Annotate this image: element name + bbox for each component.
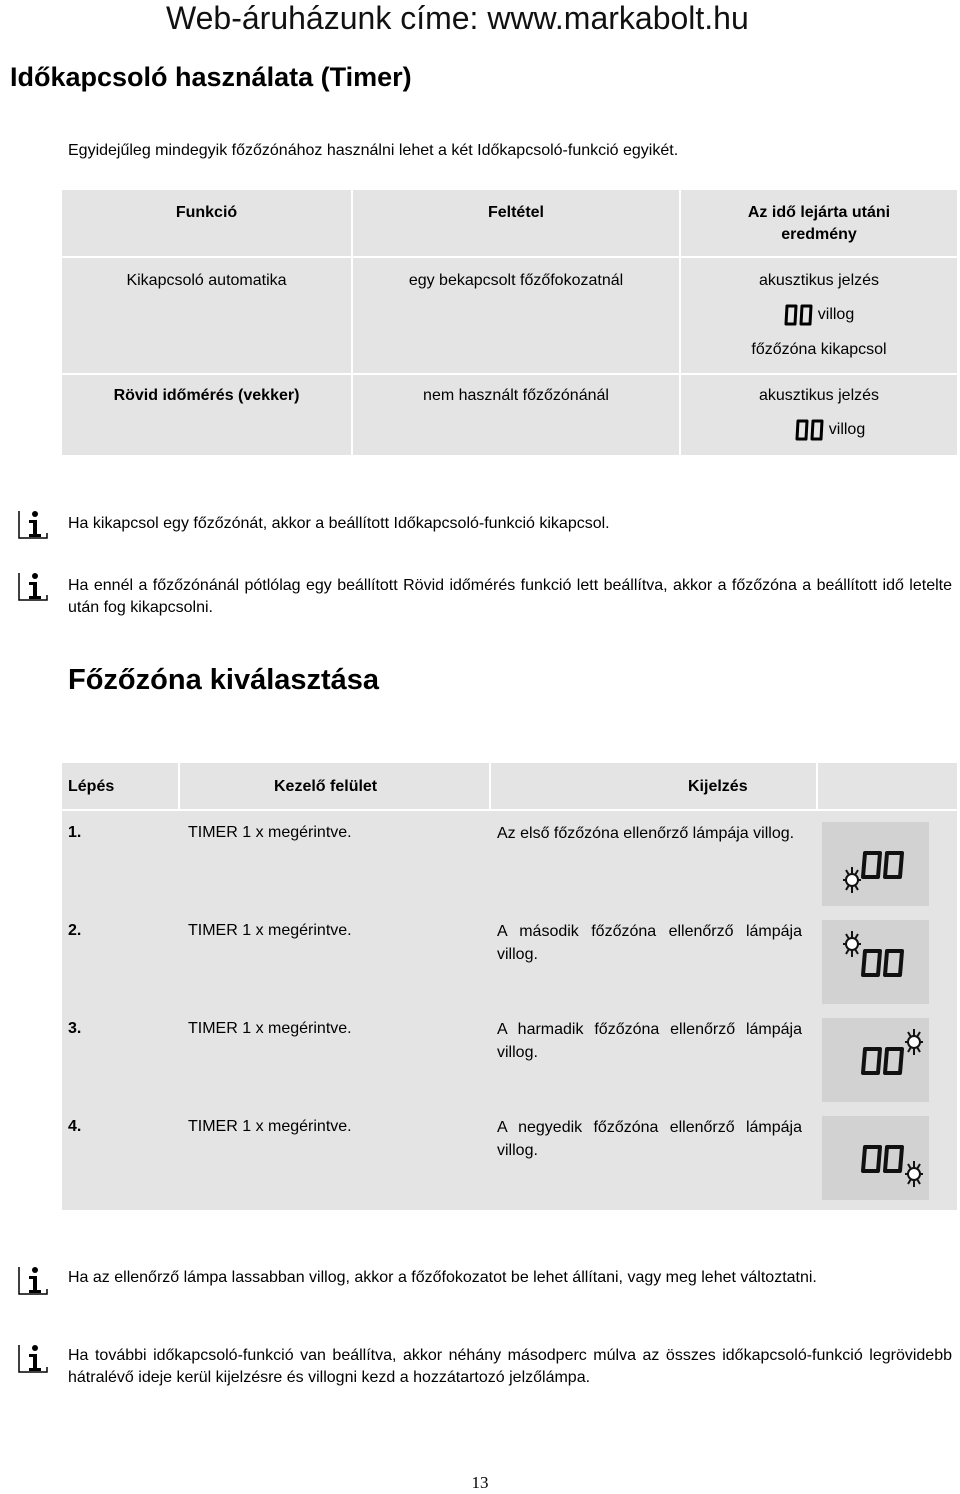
row1-funkcio: Kikapcsoló automatika [126,272,287,289]
row1-result-blink: villog [681,304,957,326]
step-action: TIMER 1 x megérintve. [188,1020,352,1037]
step-action: TIMER 1 x megérintve. [188,1118,352,1135]
timer-function-table [62,190,957,455]
info-icon [18,571,48,601]
cooktop-display-image [822,920,929,1004]
step-row [62,822,957,921]
section-title: Főzőzóna kiválasztása [68,664,380,696]
cooktop-display-image [822,1116,929,1200]
th-lepes: Lépés [68,778,115,795]
info-note-4: Ha további időkapcsoló-funkció van beállítva, akkor néhány másodperc múlva az összes időkapcsoló-funkció legrövidebb hátralévő ideje kerül kijelzésre és villogni kezd a hozzátartozó jelzőlámpa. [68,1347,952,1386]
step-number: 3. [68,1020,82,1037]
step-number: 2. [68,922,82,939]
intro-text: Egyidejűleg mindegyik főzőzónához használni lehet a két Időkapcsoló-funkció egyikét. [68,142,679,159]
th-kijelzes: Kijelzés [688,778,748,795]
row2-funkcio: Rövid időmérés (vekker) [113,387,300,404]
step-display-desc: A negyedik főzőzóna ellenőrző lámpája villog. [497,1119,802,1159]
page-number: 13 [471,1473,489,1492]
cooktop-display-image [822,1018,929,1102]
step-display-desc: A harmadik főzőzóna ellenőrző lámpája villog. [497,1021,802,1061]
zone-selection-table [62,763,957,1210]
info-note-1: Ha kikapcsol egy főzőzónát, akkor a beállított Időkapcsoló-funkció kikapcsol. [68,515,610,532]
segment-display-icon [784,304,814,326]
info-icon [18,1343,48,1373]
page-title: Időkapcsoló használata (Timer) [10,62,412,92]
row2-result-blink: villog [692,419,960,441]
step-number: 4. [68,1118,82,1135]
step-display-desc: A második főzőzóna ellenőrző lámpája villog. [497,923,802,963]
th-eredmeny: Az idő lejárta utáni eredmény [747,204,891,243]
segment-display-icon [795,419,825,441]
info-icon [18,509,48,539]
step-number: 1. [68,824,82,841]
info-icon [18,1265,48,1295]
step-row [62,1018,957,1117]
step-action: TIMER 1 x megérintve. [188,824,352,841]
step-display-desc: Az első főzőzóna ellenőrző lámpája villog. [497,825,795,842]
cooktop-display-image [822,822,929,906]
step-row [62,1116,957,1215]
row1-feltetel: egy bekapcsolt főzőfokozatnál [408,272,624,289]
info-note-3: Ha az ellenőrző lámpa lassabban villog, akkor a főzőfokozatot be lehet állítani, vagy meg lehet változtatni. [68,1269,817,1286]
site-header: Web-áruházunk címe: www.markabolt.hu [166,0,749,36]
row2-feltetel: nem használt főzőzónánál [423,387,609,404]
info-note-2: Ha ennél a főzőzónánál pótlólag egy beállított Rövid időmérés funkció lett beállítva, akkor a főzőzóna a beállított idő letelte után fog kikapcsolni. [68,577,952,616]
th-kezelo: Kezelő felület [274,778,378,795]
row2-result-acoustic: akusztikus jelzés [758,387,880,404]
th-funkcio: Funkció [175,204,238,221]
step-row [62,920,957,1019]
row1-result-acoustic: akusztikus jelzés [758,272,880,289]
th-feltetel: Feltétel [487,204,544,221]
row1-result-off: főzőzóna kikapcsol [751,341,887,358]
step-action: TIMER 1 x megérintve. [188,922,352,939]
